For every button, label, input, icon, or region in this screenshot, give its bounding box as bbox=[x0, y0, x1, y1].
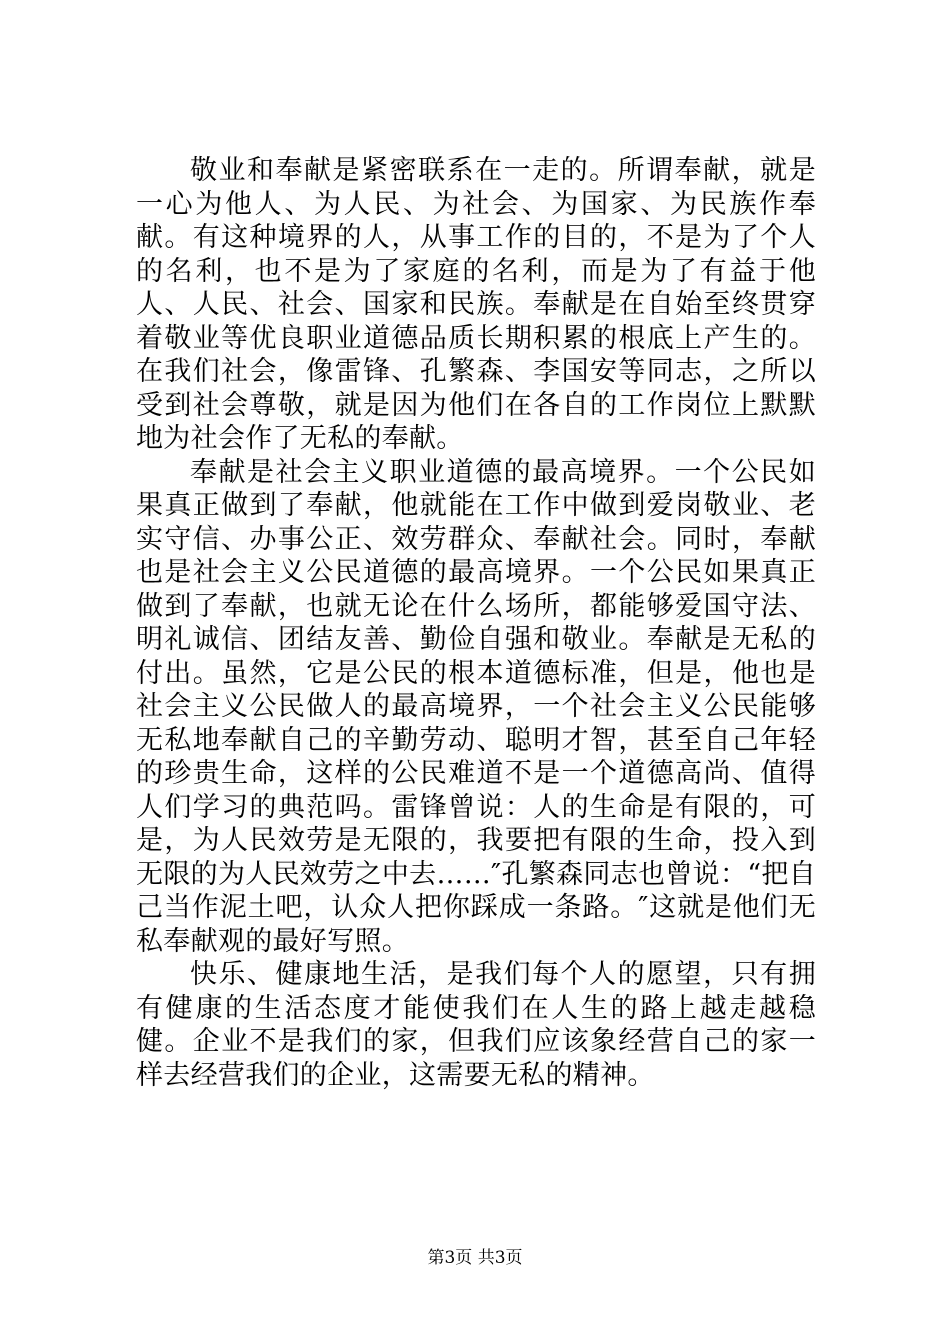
paragraph: 奉献是社会主义职业道德的最高境界。一个公民如果真正做到了奉献，他就能在工作中做到爱岗敬业、老实守信、办事公正、效劳群众、奉献社会。同时，奉献也是社会主义公民道德的最高境界。一个公民如果真正做到了奉献，也就无论在什么场所，都能够爱国守法、明礼诚信、团结友善、勤俭自强和敬业。奉献是无私的付出。虽然，它是公民的根本道德标准，但是，他也是社会主义公民做人的最高境界，一个社会主义公民能够无私地奉献自己的辛勤劳动、聪明才智，甚至自己年轻的珍贵生命，这样的公民难道不是一个道德高尚、值得人们学习的典范吗。雷锋曾说：人的生命是有限的，可是，为人民效劳是无限的，我要把有限的生命，投入到无限的为人民效劳之中去……″孔繁森同志也曾说：“把自己当作泥土吧，认众人把你踩成一条路。″这就是他们无私奉献观的最好写照。 bbox=[136, 456, 816, 957]
body-text bbox=[136, 154, 816, 1092]
page-footer: 第3页 共3页 bbox=[427, 1248, 523, 1268]
paragraph: 敬业和奉献是紧密联系在一走的。所谓奉献，就是一心为他人、为人民、为社会、为国家、为民族作奉献。有这种境界的人，从事工作的目的，不是为了个人的名利，也不是为了家庭的名利，而是为了有益于他人、人民、社会、国家和民族。奉献是在自始至终贯穿着敬业等优良职业道德品质长期积累的根底上产生的。在我们社会，像雷锋、孔繁森、李国安等同志，之所以受到社会尊敬，就是因为他们在各自的工作岗位上默默地为社会作了无私的奉献。 bbox=[136, 155, 816, 454]
paragraph: 快乐、健康地生活，是我们每个人的愿望，只有拥有健康的生活态度才能使我们在人生的路上越走越稳健。企业不是我们的家，但我们应该象经营自己的家一样去经营我们的企业，这需要无私的精神。 bbox=[136, 959, 816, 1091]
